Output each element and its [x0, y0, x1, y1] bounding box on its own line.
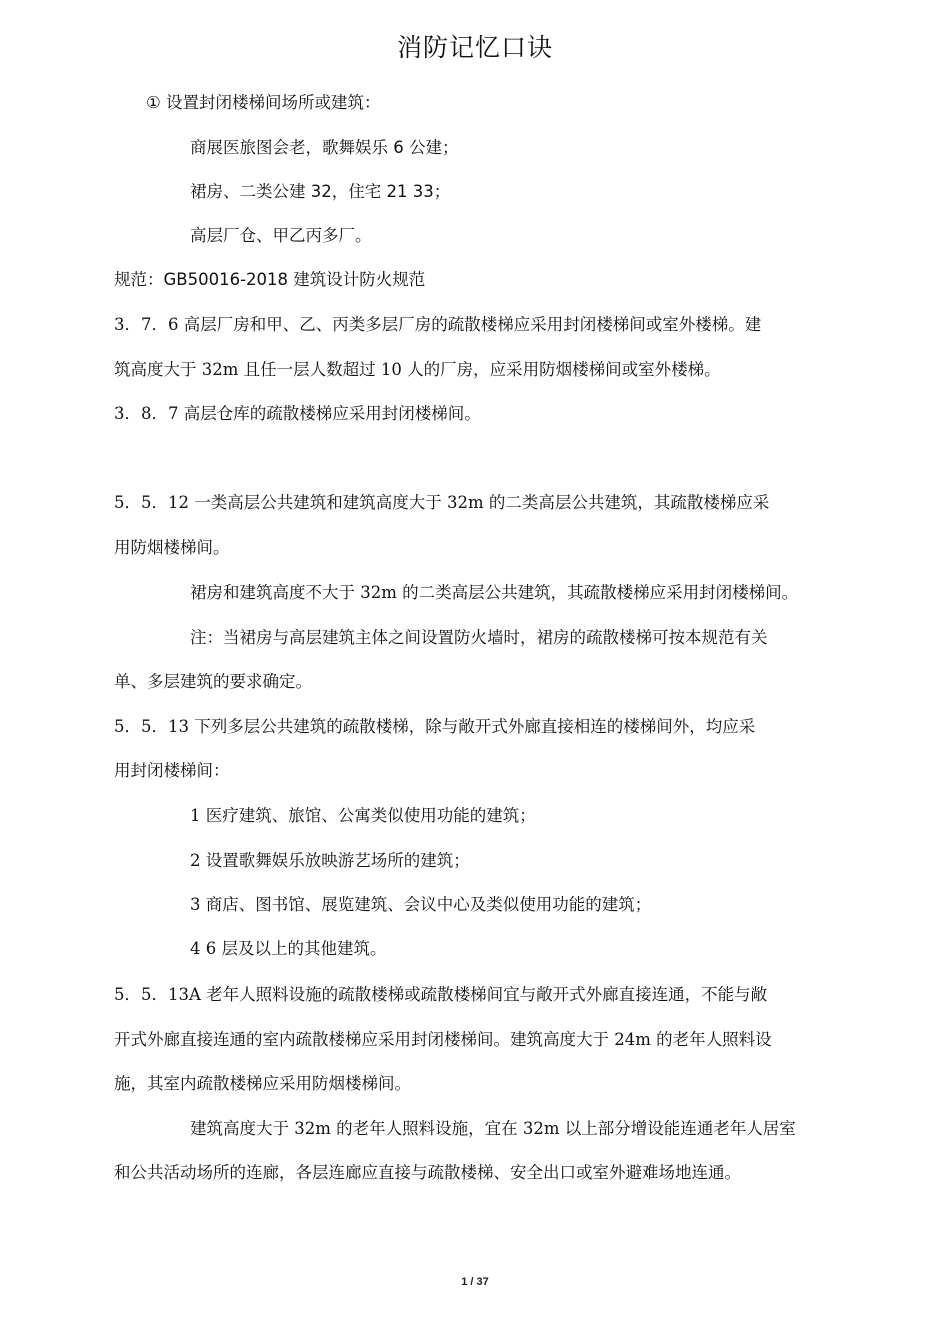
clause-3-7-6-line: 3．7．6 高层厂房和甲、乙、丙类多层厂房的疏散楼梯应采用封闭楼梯间或室外楼梯。建: [114, 315, 762, 334]
clause-5-5-13A-line: 施，其室内疏散楼梯应采用防烟楼梯间。: [114, 1074, 411, 1093]
clause-5-5-13A-line: 开式外廊直接连通的室内疏散楼梯应采用封闭楼梯间。建筑高度大于 24m 的老年人照料设: [114, 1030, 772, 1049]
mnemonic-line: 高层厂仓、甲乙丙多厂。: [190, 226, 372, 245]
list-item: 2 设置歌舞娱乐放映游艺场所的建筑；: [190, 851, 470, 870]
clause-5-5-12-note-line: 单、多层建筑的要求确定。: [114, 672, 312, 691]
clause-5-5-13-line: 5．5．13 下列多层公共建筑的疏散楼梯，除与敞开式外廊直接相连的楼梯间外，均应采: [114, 717, 756, 736]
clause-5-5-12-line: 用防烟楼梯间。: [114, 538, 230, 557]
list-item: 4 6 层及以上的其他建筑。: [190, 939, 387, 958]
clause-5-5-13A-connector-line: 和公共活动场所的连廊，各层连廊应直接与疏散楼梯、安全出口或室外避难场地连通。: [114, 1163, 741, 1182]
clause-5-5-12-note-line: 注：当裙房与高层建筑主体之间设置防火墙时，裙房的疏散楼梯可按本规范有关: [190, 628, 768, 647]
clause-5-5-13-line: 用封闭楼梯间：: [114, 761, 230, 780]
page-number: 1 / 37: [461, 1276, 489, 1288]
mnemonic-heading: ① 设置封闭楼梯间场所或建筑：: [146, 93, 381, 112]
mnemonic-line: 商展医旅图会老，歌舞娱乐 6 公建；: [190, 138, 459, 157]
list-item: 3 商店、图书馆、展览建筑、会议中心及类似使用功能的建筑；: [190, 895, 652, 914]
mnemonic-line: 裙房、二类公建 32，住宅 21 33；: [190, 182, 451, 201]
clause-5-5-13A-connector-line: 建筑高度大于 32m 的老年人照料设施，宜在 32m 以上部分增设能连通老年人居室: [190, 1119, 796, 1138]
clause-5-5-12-line: 5．5．12 一类高层公共建筑和建筑高度大于 32m 的二类高层公共建筑，其疏散楼梯应采: [114, 493, 770, 512]
clause-5-5-12-podium: 裙房和建筑高度不大于 32m 的二类高层公共建筑，其疏散楼梯应采用封闭楼梯间。: [190, 583, 799, 602]
list-item: 1 医疗建筑、旅馆、公寓类似使用功能的建筑；: [190, 806, 536, 825]
clause-3-7-6-line: 筑高度大于 32m 且任一层人数超过 10 人的厂房，应采用防烟楼梯间或室外楼梯。: [114, 360, 721, 379]
clause-5-5-13A-line: 5．5．13A 老年人照料设施的疏散楼梯或疏散楼梯间宜与敞开式外廊直接连通，不能与敞: [114, 985, 768, 1004]
standard-reference: 规范：GB50016-2018 建筑设计防火规范: [114, 270, 426, 289]
clause-3-8-7: 3．8．7 高层仓库的疏散楼梯应采用封闭楼梯间。: [114, 404, 481, 423]
page-title: 消防记忆口诀: [396, 33, 553, 62]
